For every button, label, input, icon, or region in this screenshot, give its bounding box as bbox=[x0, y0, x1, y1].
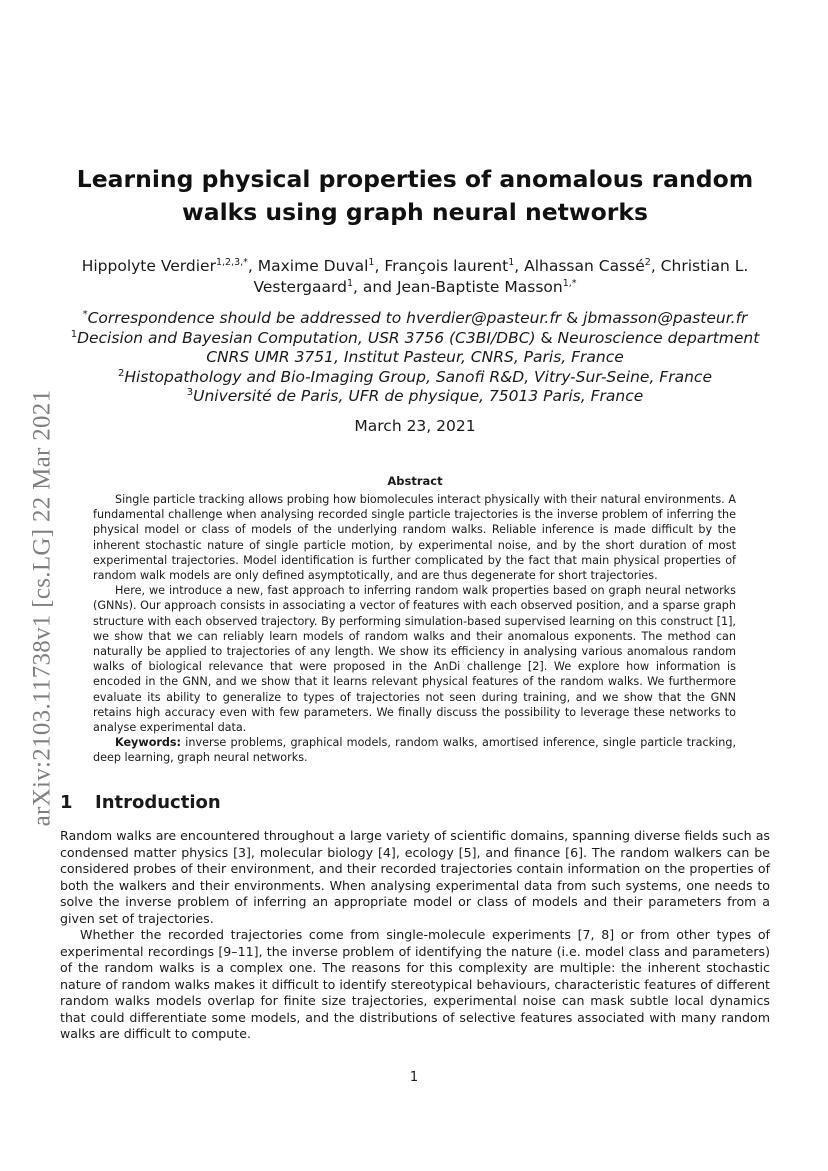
section-number: 1 bbox=[60, 792, 73, 813]
author-name: Hippolyte Verdier bbox=[81, 257, 216, 275]
author-separator: , bbox=[247, 257, 258, 275]
author-name: Alhassan Cassé bbox=[524, 257, 645, 275]
keywords-line bbox=[93, 735, 736, 765]
correspondence-text: Correspondence should be addressed to hverdier@pasteur.fr bbox=[87, 309, 562, 327]
author-list bbox=[60, 256, 770, 298]
author-separator: , and bbox=[352, 278, 397, 296]
author-separator: , bbox=[650, 257, 661, 275]
paper-title: Learning physical properties of anomalous random walks using graph neural networks bbox=[76, 165, 754, 226]
ampersand: & bbox=[540, 328, 553, 347]
author-affil-marker: 1,2,3,* bbox=[215, 257, 248, 268]
abstract-body bbox=[93, 492, 736, 766]
publication-date: March 23, 2021 bbox=[354, 417, 476, 435]
correspondence-marker: * bbox=[82, 309, 88, 320]
ampersand: & bbox=[566, 309, 579, 327]
affiliation-2 bbox=[55, 368, 775, 388]
section-title-text: Introduction bbox=[95, 792, 221, 813]
section-heading bbox=[60, 792, 221, 813]
affiliations-block bbox=[55, 309, 775, 407]
abstract-heading: Abstract bbox=[387, 474, 443, 488]
arxiv-identifier-stamp bbox=[20, 365, 64, 850]
body-paragraph: Random walks are encountered throughout a large variety of scientific domains, spanning diverse fields such as condensed matter physics [3], molecular biology [4], ecology [5], and finance [6]. The random walkers can be considered probes of their environment, and their recorded trajectories contain information on the properties of both the walkers and their environments. When analysing experimental data from such systems, one needs to solve the inverse problem of inferring an appropriate model or class of models and their parameters from a given set of trajectories. bbox=[60, 828, 770, 926]
keywords-label: Keywords: bbox=[115, 736, 182, 750]
author-separator: , bbox=[374, 257, 385, 275]
introduction-body bbox=[60, 828, 770, 1043]
keywords-text: inverse problems, graphical models, random walks, amortised inference, single particle tracking, deep learning, graph neural networks. bbox=[93, 736, 736, 765]
author-affil-marker: 1 bbox=[346, 278, 353, 289]
abstract-paragraph: Here, we introduce a new, fast approach to inferring random walk properties based on graph neural networks (GNNs). Our approach consists in associating a vector of features with each observed position, and a sparse graph structure with each observed trajectory. By performing simulation-based supervised learning on this construct [1], we show that we can reliably learn models of random walks and their anomalous exponents. The method can naturally be applied to trajectories of any length. We show its efficiency in analysing various anomalous random walks of biological relevance that were proposed in the AnDi challenge [2]. We explore how information is encoded in the GNN, and we show that it learns relevant physical features of the random walks. We furthermore evaluate its ability to generalize to types of trajectories not seen during training, and we show that the GNN retains high accuracy even with few parameters. We finally discuss the possibility to leverage these networks to analyse experimental data. bbox=[93, 584, 736, 735]
correspondence-line bbox=[55, 309, 775, 329]
body-paragraph: Whether the recorded trajectories come from single-molecule experiments [7, 8] or from other types of experimental recordings [9–11], the inverse problem of identifying the nature (i.e. model class and parameters) of the random walks is a complex one. The reasons for this complexity are multiple: the inherent stochastic nature of random walks makes it difficult to identify stereotypical behaviours, characteristic features of different random walks models overlap for finite size trajectories, experimental noise can mask subtle local dynamics that could differentiate some models, and the distributions of selective features associated with many random walks are difficult to compute. bbox=[60, 927, 770, 1041]
author-name: Christian L. Vestergaard bbox=[253, 257, 749, 296]
affiliation-marker: 3 bbox=[186, 387, 194, 398]
author-name: Jean-Baptiste Masson bbox=[396, 278, 563, 296]
author-affil-marker: 1 bbox=[508, 257, 515, 268]
author-affil-marker: 1,* bbox=[562, 278, 577, 289]
author-affil-marker: 1 bbox=[368, 257, 375, 268]
author-name: François laurent bbox=[384, 257, 509, 275]
author-separator: , bbox=[514, 257, 525, 275]
author-affil-marker: 2 bbox=[644, 257, 651, 268]
affiliation-1 bbox=[55, 329, 775, 368]
correspondence-email: jbmasson@pasteur.fr bbox=[583, 309, 748, 327]
page-number: 1 bbox=[409, 1070, 419, 1085]
affiliation-text: Université de Paris, UFR de physique, 75013 Paris, France bbox=[193, 387, 644, 405]
affiliation-text: Histopathology and Bio-Imaging Group, Sanofi R&D, Vitry-Sur-Seine, France bbox=[124, 367, 712, 386]
affiliation-text: Decision and Bayesian Computation, USR 3756 (C3BI/DBC) bbox=[77, 328, 536, 347]
arxiv-stamp-text: arXiv:2103.11738v1 [cs.LG] 22 Mar 2021 bbox=[28, 389, 56, 826]
affiliation-marker: 2 bbox=[118, 367, 125, 379]
author-name: Maxime Duval bbox=[257, 257, 369, 275]
affiliation-3 bbox=[55, 387, 775, 407]
affiliation-text-continued: Neuroscience department CNRS UMR 3751, Institut Pasteur, CNRS, Paris, France bbox=[206, 328, 760, 366]
abstract-paragraph: Single particle tracking allows probing how biomolecules interact physically with their natural environments. A fundamental challenge when analysing recorded single particle trajectories is the inverse problem of inferring the physical model or class of models of the underlying random walks. Reliable inference is made difficult by the inherent stochastic nature of single particle motion, by experimental noise, and by the short duration of most experimental trajectories. Model identification is further complicated by the fact that main physical properties of random walk models are only defined asymptotically, and are thus degenerate for short trajectories. bbox=[93, 493, 736, 583]
affiliation-marker: 1 bbox=[70, 328, 78, 340]
